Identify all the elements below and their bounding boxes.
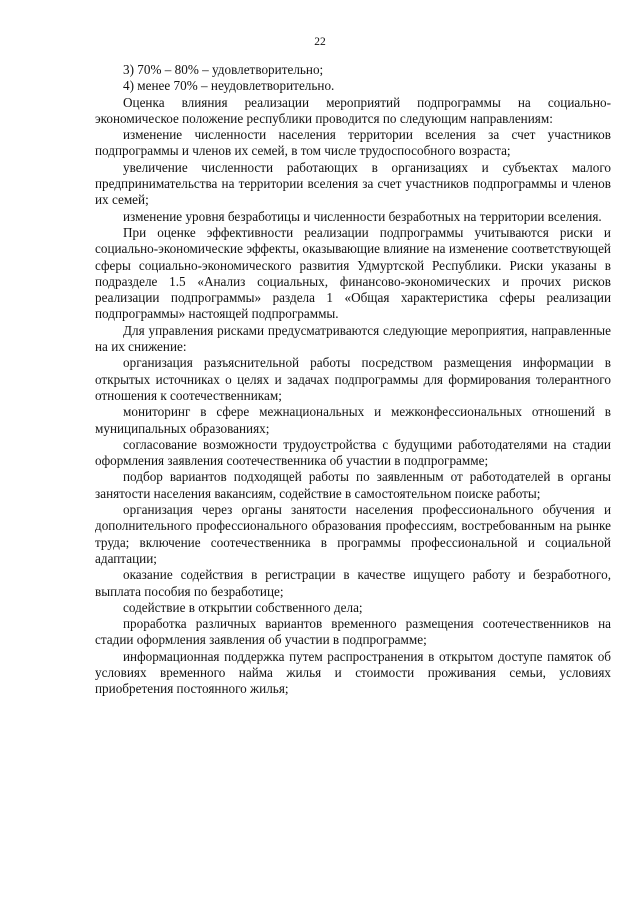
paragraph: увеличение численности работающих в организациях и субъектах малого предпринимательства на территории вселения за счет участников подпрограммы и членов их семей; [95,159,611,208]
paragraph: 3) 70% – 80% – удовлетворительно; [123,62,324,77]
paragraph: организация через органы занятости населения профессионального обучения и дополнительного профессионального образования профессиям, востребованным на рынке труда; включение соотечественника в программы профессиональной и социальной адаптации; [95,502,611,566]
paragraph: 4) менее 70% – неудовлетворительно. [123,78,335,94]
page-number: 22 [314,36,326,48]
page-body [95,62,611,698]
paragraph: При оценке эффективности реализации подпрограммы учитываются риски и социально-экономические эффекты, оказывающие влияние на изменение соответствующей сферы социально-экономического развития Удмуртской Республики. Риски указаны в подразделе 1.5 «Анализ социальных, финансово-экономических и прочих рисков реализации подпрограммы» раздела 1 «Общая характеристика сферы реализации подпрограммы» настоящей подпрограммы. [95,224,611,322]
paragraph: содействие в открытии собственного дела; [123,599,363,615]
paragraph: Для управления рисками предусматриваются следующие мероприятия, направленные на их снижение: [95,322,611,355]
paragraph: подбор вариантов подходящей работы по заявленным от работодателей в органы занятости населения вакансиям, содействие в самостоятельном поиске работы; [95,469,611,501]
paragraph: согласование возможности трудоустройства с будущими работодателями на стадии оформления заявления соотечественника об участии в подпрограмме; [95,436,611,469]
paragraph: мониторинг в сфере межнациональных и межконфессиональных отношений в муниципальных образованиях; [95,404,611,436]
paragraph: изменение численности населения территории вселения за счет участников подпрограммы и членов их семей, в том числе трудоспособного возраста; [95,127,611,159]
paragraph: оказание содействия в регистрации в качестве ищущего работу и безработного, выплата пособия по безработице; [95,567,611,599]
paragraph: информационная поддержка путем распространения в открытом доступе памяток об условиях временного найма жилья и стоимости проживания семьи, условиях приобретения постоянного жилья; [95,648,611,697]
paragraph: изменение уровня безработицы и численности безработных на территории вселения. [123,208,602,224]
paragraph: Оценка влияния реализации мероприятий подпрограммы на социально-экономическое положение республики проводится по следующим направлениям: [95,94,611,126]
paragraph: проработка различных вариантов временного размещения соотечественников на стадии оформления заявления об участии в подпрограмме; [95,616,611,648]
paragraph: организация разъяснительной работы посредством размещения информации в открытых источниках о целях и задачах подпрограммы для формирования толерантного отношения к соотечественникам; [95,355,611,403]
